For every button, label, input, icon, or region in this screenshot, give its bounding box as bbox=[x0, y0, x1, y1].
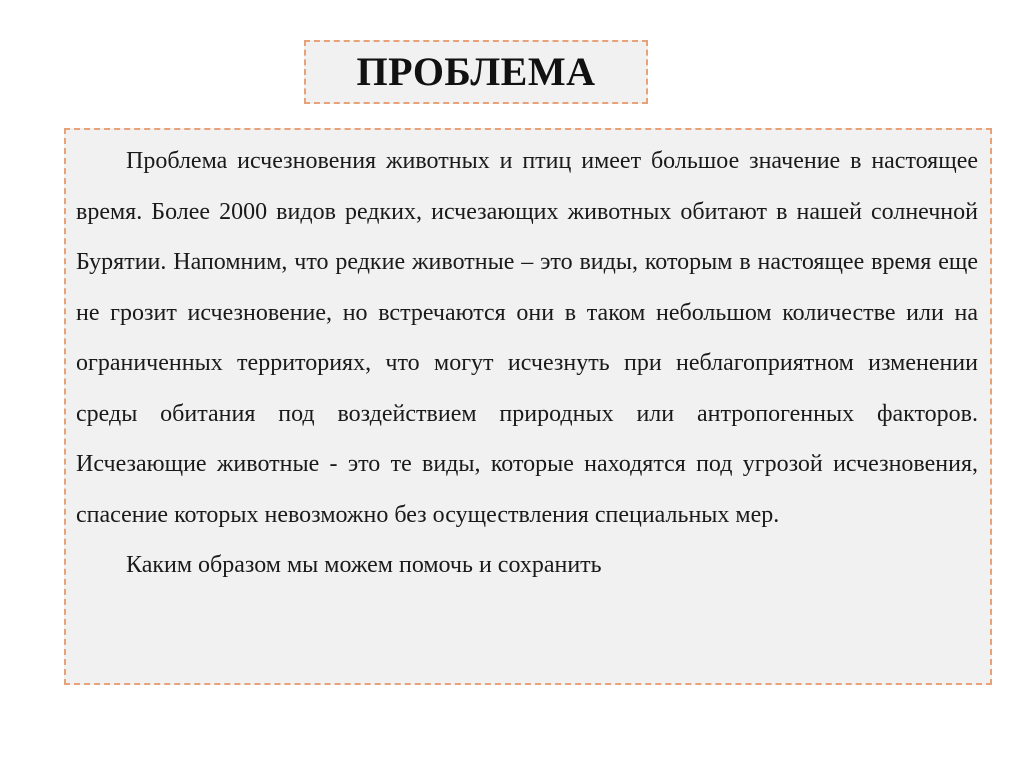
title-box bbox=[304, 40, 648, 104]
body-paragraph-main: Проблема исчезновения животных и птиц имеет большое значение в настоящее время. Более 2000 видов редких, исчезающих животных обитают в нашей солнечной Бурятии. Напомним, что редкие животные – это виды, которым в настоящее время еще не грозит исчезновение, но встречаются они в таком небольшом количестве или на ограниченных территориях, что могут исчезнуть при неблагоприятном изменении среды обитания под воздействием природных или антропогенных факторов. Исчезающие животные - это те виды, которые находятся под угрозой исчезновения, спасение которых невозможно без осуществления специальных мер. bbox=[76, 148, 978, 528]
text-panel bbox=[64, 128, 992, 685]
body-paragraph-question: Каким образом мы можем помочь и сохранить bbox=[126, 552, 602, 578]
slide-title: ПРОБЛЕМА bbox=[356, 49, 596, 94]
